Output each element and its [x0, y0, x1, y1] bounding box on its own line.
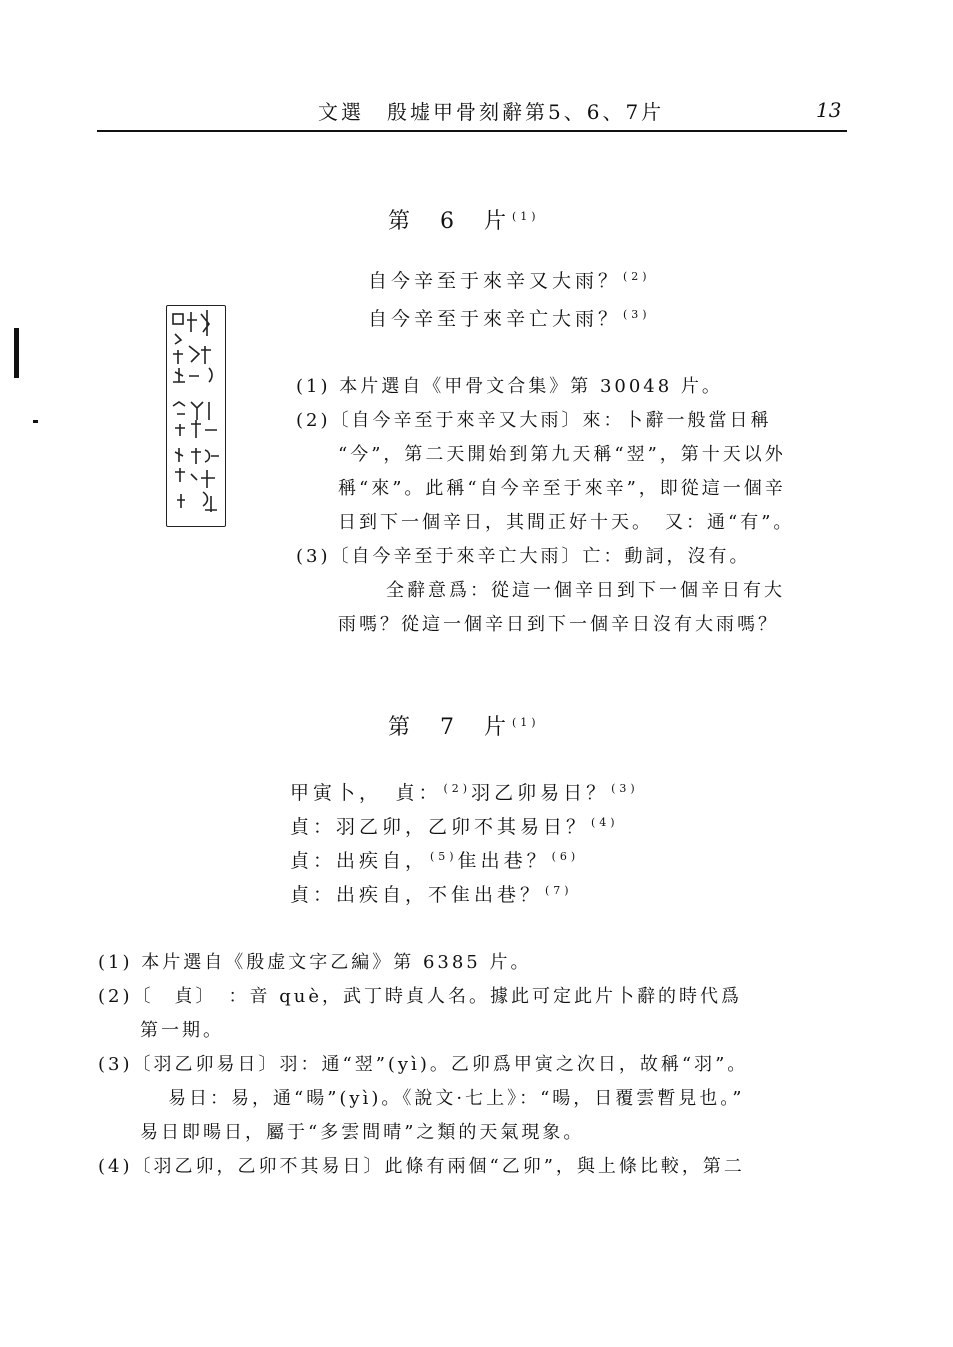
note-line: (2)〔自今辛至于來辛又大雨〕來：卜辭一般當日稱: [296, 410, 772, 431]
note-line: 全辭意爲：從這一個辛日到下一個辛日有大: [386, 580, 785, 601]
inscription-line: 貞：出疾自， $^{(5)}$隹出巷？ $^{(6)}$: [290, 849, 580, 872]
note-line: (3)〔羽乙卯易日〕羽：通“翌”(yì)。乙卯爲甲寅之次日，故稱“羽”。: [98, 1054, 749, 1075]
rubbing-glyphs-image: [167, 306, 225, 526]
note-line: (3)〔自今辛至于來辛亡大雨〕亡：動詞，沒有。: [296, 546, 751, 567]
section-7-title: 第 7 片 $^{(1)}$: [388, 715, 540, 740]
inscription-line: 自今辛至于來辛又大雨？ $^{(2)}$: [368, 269, 651, 292]
note-line: 易日即暘日，屬于“多雲間晴”之類的天氣現象。: [140, 1122, 585, 1143]
inscription-line: 貞：出疾自，不隹出巷？ $^{(7)}$: [290, 883, 573, 906]
note-line: 日到下一個辛日，其間正好十天。 又：通“有”。: [338, 512, 795, 533]
note-line: (2)〔 貞〕 ：音 què，武丁時貞人名。據此可定此片卜辭的時代爲: [98, 986, 742, 1007]
section-6-title: 第 6 片 $^{(1)}$: [388, 209, 540, 234]
scan-mark: [14, 328, 19, 378]
note-line: “今”，第二天開始到第九天稱“翌”，第十天以外: [338, 444, 786, 465]
running-header: 文選 殷墟甲骨刻辭第5、6、7片: [318, 100, 665, 124]
note-line: (1) 本片選自《甲骨文合集》第 30048 片。: [296, 376, 723, 397]
inscription-line: 自今辛至于來辛亡大雨？ $^{(3)}$: [368, 307, 651, 330]
note-line: (1) 本片選自《殷虚文字乙編》第 6385 片。: [98, 952, 532, 973]
note-line: 雨嗎？從這一個辛日到下一個辛日沒有大雨嗎？: [338, 614, 779, 635]
note-line: 易日：易，通“暘”(yì)。《說文·七上》：“暘，日覆雲暫見也。”: [168, 1088, 745, 1109]
oracle-bone-rubbing: [166, 305, 226, 527]
scan-dot: [33, 420, 38, 423]
page-number: 13: [816, 98, 842, 122]
header-rule: [97, 130, 847, 132]
note-line: 稱“來”。此稱“自今辛至于來辛”，即從這一個辛: [338, 478, 786, 499]
inscription-line: 甲寅卜， 貞： $^{(2)}$羽乙卯易日？ $^{(3)}$: [290, 781, 639, 804]
inscription-line: 貞：羽乙卯，乙卯不其易日？ $^{(4)}$: [290, 815, 619, 838]
note-line: (4)〔羽乙卯，乙卯不其易日〕此條有兩個“乙卯”，與上條比較，第二: [98, 1156, 745, 1177]
note-line: 第一期。: [140, 1020, 224, 1041]
